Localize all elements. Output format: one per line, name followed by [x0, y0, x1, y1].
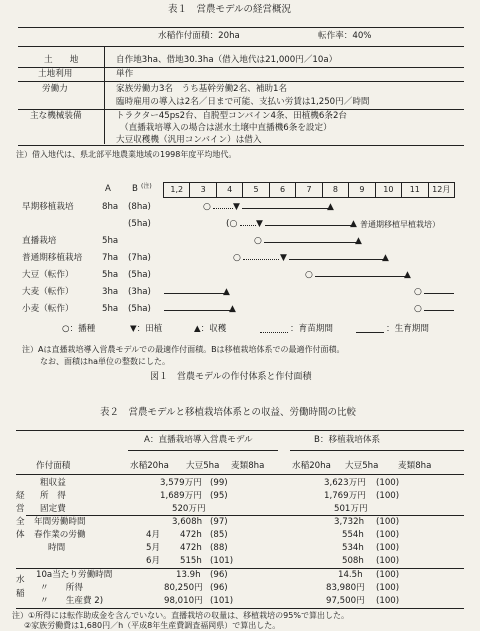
value-a: 472h — [180, 543, 202, 553]
sowing-mark: ○ — [414, 287, 422, 297]
value-b: 3,623万円 — [324, 478, 366, 488]
value-b: 508h — [342, 556, 364, 566]
table2-section-rule — [26, 515, 464, 516]
area-b-soy: 大豆5ha — [345, 461, 379, 471]
month-cell: 3 — [190, 183, 216, 197]
index-a: (99) — [210, 478, 228, 488]
table2-column-a: A：直播栽培導入営農モデル — [144, 435, 253, 445]
table1-row-rule — [18, 67, 464, 68]
legend-planting: ▼：田植 — [130, 324, 163, 334]
value-b: 3,732h — [334, 517, 365, 527]
growth-period — [164, 310, 230, 311]
table2-header-rule — [16, 474, 464, 475]
table2-note-2: ②家族労働費は1,680円／h（平成8年生産費調査福岡県）で算出した。 — [24, 621, 281, 630]
month-cell: 10 — [376, 183, 402, 197]
index-b: (100) — [376, 491, 400, 501]
value-b: 534h — [342, 543, 364, 553]
side-management-2: 営 — [16, 504, 25, 514]
table1-row-value: （直播栽培導入の場合は湛水土壌中直播機6条を設定） — [120, 123, 332, 133]
index-b: (100) — [376, 530, 400, 540]
growth-period — [315, 276, 405, 277]
value-a: 98,010円 — [164, 596, 203, 606]
value-b: 97,500円 — [326, 596, 365, 606]
crop-area-a: 3ha — [102, 287, 119, 297]
figure1-caption: 図１ 営農モデルの作付体系と作付面積 — [150, 372, 312, 382]
table1-rice-area: 水稲作付面積：20ha — [158, 31, 240, 41]
table1-note: 注）借入地代は、県北部平地農業地域の1998年度平均地代。 — [16, 150, 237, 159]
nursery-period — [213, 208, 233, 209]
table2-group-rule-a — [128, 450, 278, 451]
legend-nursery-line — [260, 332, 288, 333]
sowing-mark: ○ — [414, 304, 422, 314]
table2-group-rule-b — [290, 450, 464, 451]
growth-period — [289, 259, 383, 260]
ordinary-early-note: 普通期移植早植栽培） — [360, 220, 440, 229]
index-b: (100) — [376, 543, 400, 553]
nursery-period — [243, 259, 279, 260]
crop-area-b: (8ha) — [128, 202, 151, 212]
month-cell: 12月 — [432, 185, 451, 194]
value-b: 501万円 — [334, 504, 368, 514]
row-month: 4月 — [146, 530, 161, 540]
index-b: (100) — [376, 596, 400, 606]
value-a: 80,250円 — [164, 583, 203, 593]
value-b: 14.5h — [338, 570, 363, 580]
index-b: (100) — [376, 478, 400, 488]
row-label: 所 得 — [40, 491, 66, 501]
value-b: 554h — [342, 530, 364, 540]
area-b-rice: 水稲20ha — [292, 461, 331, 471]
planting-mark: ▼ — [280, 253, 287, 263]
row-label: 年間労働時間 — [34, 517, 86, 527]
side-rice-2: 稲 — [16, 589, 25, 599]
month-cell: 8 — [323, 183, 349, 197]
crop-name: 普通期移植栽培 — [22, 253, 83, 263]
table1-row-label: 労働力 — [42, 84, 68, 94]
harvest-mark: ▲ — [327, 202, 334, 212]
crop-area-a: 7ha — [102, 253, 119, 263]
row-label: 〃 所得 — [40, 583, 83, 593]
table1-row-rule — [18, 109, 464, 110]
index-a: (97) — [210, 517, 228, 527]
index-a: (95) — [210, 491, 228, 501]
table2-top-rule — [16, 430, 464, 431]
harvest-mark: ▲ — [223, 287, 230, 297]
side-overall-2: 体 — [16, 530, 25, 540]
value-a: 13.9h — [176, 570, 201, 580]
nursery-period — [240, 225, 256, 226]
crop-name: 早期移植栽培 — [22, 202, 74, 212]
legend-growth: ：生育期間 — [386, 324, 429, 334]
crop-area-a: 5ha — [102, 236, 119, 246]
row-label: 固定費 — [40, 504, 66, 514]
table1-row-value: 大豆収穫機（汎用コンバイン）は借入 — [116, 135, 262, 145]
table1-row-value: 家族労働力3名 うち基幹労働2名、補助1名 — [116, 84, 288, 94]
planting-mark: ▼ — [233, 202, 240, 212]
crop-area-b: (7ha) — [128, 253, 151, 263]
value-a: 515h — [180, 556, 202, 566]
figure1-head-b: B — [132, 184, 138, 194]
table1-row-rule — [18, 81, 464, 82]
side-management-1: 経 — [16, 491, 25, 501]
value-a: 1,689万円 — [160, 491, 202, 501]
side-overall-1: 全 — [16, 517, 25, 527]
crop-area-b: (5ha) — [128, 304, 151, 314]
row-month: 6月 — [146, 556, 161, 566]
table1-row-label: 土地利用 — [38, 69, 73, 79]
legend-harvest: ▲：収穫 — [194, 324, 227, 334]
month-cell: 11 — [402, 183, 428, 197]
table1-row-value: トラクター45ps2台、自脱型コンバイン4条、田植機6条2台 — [116, 111, 348, 121]
area-a-rice: 水稲20ha — [130, 461, 169, 471]
harvest-mark: ▲ — [382, 253, 389, 263]
figure1-head-b-note: (注) — [141, 183, 152, 190]
table2-bottom-rule — [16, 608, 464, 609]
table1-row-label: 土 地 — [44, 55, 79, 65]
growth-period — [424, 293, 454, 294]
table1-top-rule — [18, 27, 464, 28]
sowing-mark: ○ — [254, 236, 262, 246]
growth-period — [164, 293, 224, 294]
index-a: (88) — [210, 543, 228, 553]
crop-area-a: 5ha — [102, 270, 119, 280]
harvest-mark: ▲ — [355, 236, 362, 246]
index-a: (85) — [210, 530, 228, 540]
planting-mark: ▼ — [256, 219, 263, 229]
growth-period — [264, 242, 356, 243]
crop-area-b: (5ha) — [128, 270, 151, 280]
index-a: (101) — [210, 596, 234, 606]
table1-bottom-rule — [18, 145, 464, 146]
value-a: 472h — [180, 530, 202, 540]
area-b-wheat: 麦類8ha — [398, 461, 432, 471]
row-label: 〃 生産費 2) — [40, 596, 104, 606]
legend-sowing: ○：播種 — [62, 324, 96, 334]
sowing-mark: ○ — [203, 202, 211, 212]
table1-header-rule — [18, 46, 464, 47]
figure1-note-2: なお、面積はha単位の整数にした。 — [40, 357, 170, 366]
month-cell: 1,2 — [164, 183, 190, 197]
area-a-soy: 大豆5ha — [186, 461, 220, 471]
table2-section-rule — [16, 568, 464, 569]
table2-column-b: B：移植栽培体系 — [314, 435, 381, 445]
crop-area-a: 5ha — [102, 304, 119, 314]
table1-row-label: 主な機械装備 — [30, 111, 82, 121]
crop-name: 直播栽培 — [22, 236, 57, 246]
row-label: 春作業の労働 — [34, 530, 86, 540]
crop-name: 大麦（転作） — [22, 287, 74, 297]
row-label: 粗収益 — [40, 478, 66, 488]
crop-name: 小麦（転作） — [22, 304, 74, 314]
figure1-head-a: A — [105, 184, 111, 194]
index-a: (101) — [210, 556, 234, 566]
row-label: 10a当たり労働時間 — [36, 570, 113, 580]
month-cell: 7 — [296, 183, 322, 197]
harvest-mark: ▲ — [404, 270, 411, 280]
growth-period — [424, 310, 454, 311]
index-a: (96) — [210, 583, 228, 593]
growth-period — [265, 225, 351, 226]
sowing-mark: ○ — [305, 270, 313, 280]
harvest-mark: ▲ — [350, 219, 357, 229]
table1-title: 表１ 営農モデルの経営概況 — [168, 4, 292, 15]
index-b: (100) — [376, 583, 400, 593]
area-a-wheat: 麦類8ha — [231, 461, 265, 471]
harvest-mark: ▲ — [229, 304, 236, 314]
row-month: 5月 — [146, 543, 161, 553]
month-cell: 4 — [217, 183, 243, 197]
side-rice-1: 水 — [16, 575, 25, 585]
index-b: (100) — [376, 570, 400, 580]
area-label: 作付面積 — [36, 461, 71, 471]
crop-area-a: 8ha — [102, 202, 119, 212]
growth-period — [242, 208, 328, 209]
value-a: 3,608h — [172, 517, 203, 527]
figure1-note-1: 注）Aは直播栽培導入営農モデルでの最適作付面積。Bは移植栽培体系での最適作付面積。 — [22, 345, 345, 354]
index-a: (96) — [210, 570, 228, 580]
index-b: (100) — [376, 556, 400, 566]
value-b: 83,980円 — [326, 583, 365, 593]
sowing-mark: (○ — [226, 219, 238, 229]
month-cell: 5 — [243, 183, 269, 197]
crop-area-b: (3ha) — [128, 287, 151, 297]
month-header — [163, 182, 455, 198]
crop-name: 大豆（転作） — [22, 270, 74, 280]
value-b: 1,769万円 — [324, 491, 366, 501]
table1-column-divider — [104, 47, 105, 144]
sowing-mark: ○ — [233, 253, 241, 263]
legend-growth-line — [356, 332, 384, 333]
table1-row-value: 臨時雇用の導入は2名／日まで可能、支払い労賃は1,250円／時間 — [116, 97, 370, 107]
value-a: 520万円 — [172, 504, 206, 514]
table2-title: 表２ 営農モデルと移植栽培体系との収益、労働時間の比較 — [100, 407, 357, 418]
table1-row-value: 自作地3ha、借地30.3ha（借入地代は21,000円／10a） — [116, 55, 338, 65]
month-cell: 9 — [349, 183, 375, 197]
month-cell: 6 — [270, 183, 296, 197]
value-a: 3,579万円 — [160, 478, 202, 488]
legend-nursery: ：育苗期間 — [290, 324, 333, 334]
crop-area-b: (5ha) — [128, 219, 151, 229]
table2-note-1: 注）①所得には転作助成金を含んでいない。直播栽培の収量は、移植栽培の95%で算出した。 — [12, 611, 349, 620]
table1-conversion-rate: 転作率：40% — [318, 31, 372, 41]
table1-row-value: 単作 — [116, 69, 134, 79]
row-label: 時間 — [48, 543, 66, 553]
index-b: (100) — [376, 517, 400, 527]
